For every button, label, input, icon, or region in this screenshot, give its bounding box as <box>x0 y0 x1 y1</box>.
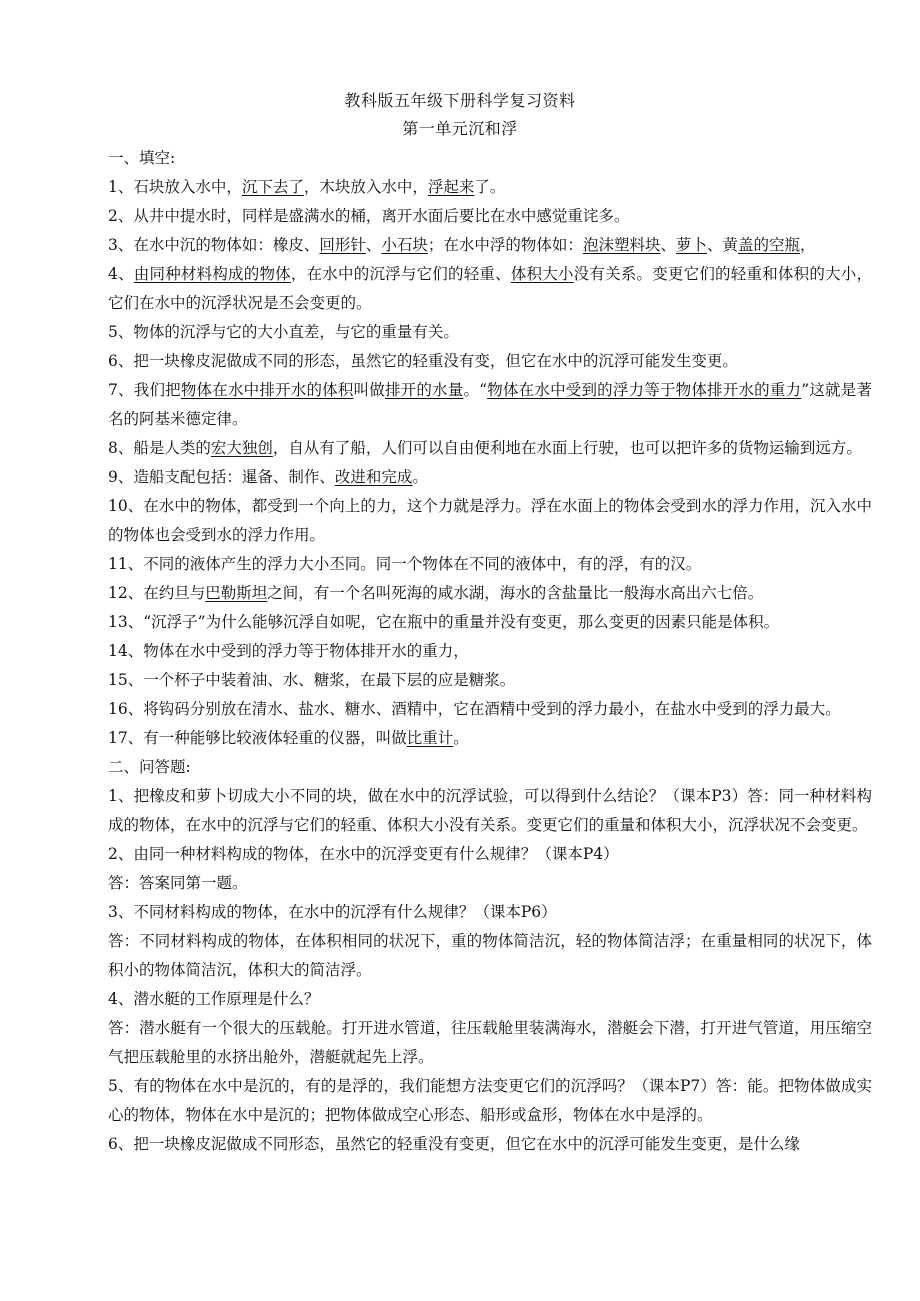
underlined-answer: 回形针 <box>319 236 366 254</box>
text-run: 答：潜水艇有一个很大的压载舱。打开进水管道，往压载舱里装满海水，潜艇会下潜，打开进气管道，用压缩空气把压载舱里的水挤出舱外，潜艇就起先上浮。 <box>108 1019 872 1066</box>
paragraph <box>108 579 872 608</box>
text-run: 、 <box>365 236 382 254</box>
text-run: ，自从有了船，人们可以自由便利地在水面上行驶，也可以把许多的货物运输到远方。 <box>272 439 862 457</box>
text-run: 8、船是人类的 <box>108 439 211 457</box>
underlined-answer: 物体在水中排开水的体积 <box>180 381 354 399</box>
text-run: 答：不同材料构成的物体，在体积相同的状况下，重的物体简洁沉，轻的物体简洁浮；在重量相同的状况下，体积小的物体简洁沉，体积大的简洁浮。 <box>108 932 872 979</box>
text-run: 17、有一种能够比较液体轻重的仪器，叫做 <box>108 729 407 747</box>
text-run: 6、把一块橡皮泥做成不同的形态，虽然它的轻重没有变，但它在水中的沉浮可能发生变更。 <box>108 352 738 370</box>
paragraph <box>108 666 872 695</box>
paragraph <box>108 608 872 637</box>
text-run: 7、我们把 <box>108 381 181 399</box>
underlined-answer: 盖的空瓶 <box>738 236 801 254</box>
paragraph <box>108 318 872 347</box>
text-run: 4、 <box>108 265 134 283</box>
text-run: 1、把橡皮和萝卜切成大小不同的块，做在水中的沉浮试验，可以得到什么结论？（课本P3）答：同一种材料构成的物体，在水中的沉浮与它们的轻重、体积大小没有关系。变更它们的重量和体积大小，沉浮状况不会变更。 <box>108 787 872 834</box>
paragraph <box>108 637 872 666</box>
paragraph <box>108 347 872 376</box>
paragraph <box>108 231 872 260</box>
paragraph <box>108 376 872 434</box>
paragraph <box>108 1014 872 1072</box>
text-run: 。“ <box>463 381 488 399</box>
underlined-answer: 萝卜 <box>675 236 707 254</box>
paragraph <box>108 550 872 579</box>
paragraph <box>108 202 872 231</box>
text-run: 叫做 <box>353 381 385 399</box>
text-run: 、黄 <box>706 236 738 254</box>
underlined-answer: 沉下去了 <box>241 178 304 196</box>
underlined-answer: 改进和完成 <box>334 468 413 486</box>
paragraph <box>108 840 872 869</box>
text-run: 3、不同材料构成的物体，在水中的沉浮有什么规律？（课本P6） <box>108 903 557 921</box>
text-run: 5、有的物体在水中是沉的，有的是浮的，我们能想方法变更它们的沉浮吗？（课本P7）答：能。把物体做成实心的物体，物体在水中是沉的；把物体做成空心形态、船形或盒形，物体在水中是浮的。 <box>108 1077 872 1124</box>
paragraph <box>108 927 872 985</box>
paragraph <box>108 173 872 202</box>
text-run: 一、填空: <box>108 149 176 167</box>
text-run: ；在水中浮的物体如： <box>427 236 583 254</box>
paragraph <box>108 898 872 927</box>
text-run: 11、不同的液体产生的浮力大小丕同。同一个物体在不同的液体中，有的浮，有的汉。 <box>108 555 702 573</box>
paragraph <box>108 1072 872 1130</box>
text-run: ，在水中的沉浮与它们的轻重、 <box>290 265 511 283</box>
text-run: 16、将钩码分别放在清水、盐水、糖水、酒精中，它在酒精中受到的浮力最小，在盐水中受到的浮力最大。 <box>108 700 841 718</box>
unit-title: 第一单元沉和浮 <box>402 119 518 138</box>
document-body <box>108 144 872 1159</box>
text-run: 之间，有一个名叫死海的咸水湖，海水的含盐量比一般海水高出六七倍。 <box>267 584 764 602</box>
text-run: 2、由同一种材料构成的物体，在水中的沉浮变更有什么规律？（课本P4） <box>108 845 619 863</box>
underlined-answer: 由同种材料构成的物体 <box>133 265 291 283</box>
underlined-answer: 小石块 <box>381 236 428 254</box>
text-run: 二、问答题: <box>108 758 191 776</box>
underlined-answer: 浮起来 <box>427 178 475 196</box>
text-run: 。 <box>412 468 428 486</box>
paragraph <box>108 753 872 782</box>
paragraph <box>108 1130 872 1159</box>
text-run: 、 <box>660 236 676 254</box>
text-run: 10、在水中的物体，都受到一个向上的力，这个力就是浮力。浮在水面上的物体会受到水的浮力作用，沉入水中的物体也会受到水的浮力作用。 <box>108 497 872 544</box>
paragraph <box>108 724 872 753</box>
text-run: 2、从井中提水时，同样是盛满水的桶，离开水面后要比在水中感觉重诧多。 <box>108 207 630 225</box>
underlined-answer: 比重计 <box>406 729 454 747</box>
document-title: 教科版五年级下册科学复习资料 <box>344 91 576 110</box>
text-run: 了。 <box>474 178 506 196</box>
underlined-answer: 宏大独创 <box>210 439 273 457</box>
text-run: 15、一个杯子中装着油、水、糖浆，在最下层的应是糖浆。 <box>108 671 516 689</box>
paragraph <box>108 695 872 724</box>
text-run: 12、在约旦与 <box>108 584 206 602</box>
underlined-answer: 巴勒斯坦 <box>205 584 268 602</box>
paragraph <box>108 492 872 550</box>
text-run: ， <box>800 236 816 254</box>
text-run: 13、“沉浮子”为什么能够沉浮自如呢，它在瓶中的重量并没有变更，那么变更的因素只能是体积。 <box>108 613 780 631</box>
paragraph <box>108 260 872 318</box>
paragraph <box>108 869 872 898</box>
underlined-answer: 物体在水中受到的浮力等于物体排开水的重力 <box>487 381 802 399</box>
text-run: 9、造船支配包括：暹备、制作、 <box>108 468 335 486</box>
text-run: 3、在水中沉的物体如：橡皮、 <box>108 236 320 254</box>
paragraph <box>108 782 872 840</box>
text-run: ，木块放入水中， <box>303 178 428 196</box>
text-run: 1、石块放入水中， <box>108 178 242 196</box>
paragraph <box>108 144 872 173</box>
text-run: 4、潜水艇的工作原理是什么？ <box>108 990 320 1008</box>
text-run: 6、把一块橡皮泥做成不同形态，虽然它的轻重没有变更，但它在水中的沉浮可能发生变更，是什么缘 <box>108 1135 800 1153</box>
text-run: 。 <box>453 729 469 747</box>
text-run: 14、物体在水中受到的浮力等于物体排开水的重力， <box>108 642 469 660</box>
underlined-answer: 体积大小 <box>510 265 574 283</box>
underlined-answer: 排开的水量 <box>384 381 464 399</box>
text-run: 5、物体的沉浮与它的大小直差，与它的重量有关。 <box>108 323 459 341</box>
paragraph <box>108 463 872 492</box>
paragraph <box>108 985 872 1014</box>
paragraph <box>108 434 872 463</box>
text-run: 答：答案同第一题。 <box>108 874 248 892</box>
text-run: ”这就是著名的阿基米德定律。 <box>108 381 872 428</box>
text-run: 没有关系。变更它们的轻重和体积的大小，它们在水中的沉浮状况是丕会变更的。 <box>108 265 872 312</box>
underlined-answer: 泡沫塑料块 <box>582 236 661 254</box>
